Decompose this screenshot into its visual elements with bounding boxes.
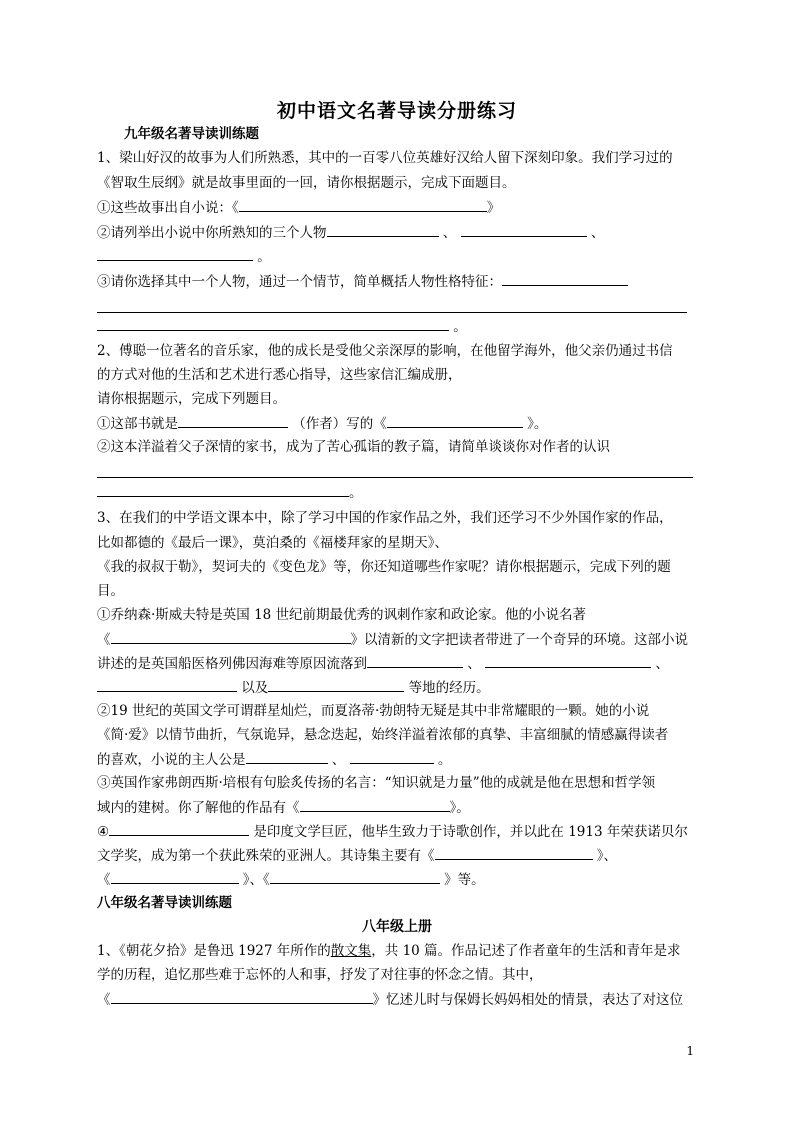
q3-d-line1-prefix: ④ — [97, 824, 110, 840]
q3-a-blank-novel[interactable] — [111, 629, 351, 644]
q1-b-end: 。 — [257, 249, 271, 265]
q3-a-line2-suffix: 》以清新的文字把读者带进了一个奇异的环境。这部小说 — [350, 632, 688, 648]
q3-b-line3-sep: 、 — [331, 752, 346, 768]
q1-c — [97, 271, 628, 292]
q2-a-blank-book[interactable] — [387, 413, 523, 428]
q1-line1: 1、梁山好汉的故事为人们所熟悉，其中的一百零八位英雄好汉给人留下深刻印象。我们学习过的 — [97, 150, 673, 166]
q3-b-blank-character-1[interactable] — [246, 749, 328, 764]
q3-line3: 《我的叔叔于勒》，契诃夫的《变色龙》等，你还知道哪些作家呢？请你根据题示，完成下列的题 — [97, 559, 671, 575]
q3-c-blank-work[interactable] — [300, 797, 450, 812]
g8q1-line3-prefix: 《 — [97, 992, 111, 1008]
q3-c-line2-suffix: 》。 — [449, 800, 470, 816]
g8q1-line1-suffix: ，共 10 篇。作品记述了作者童年的生活和青年是求 — [371, 943, 681, 959]
q2-a-blank-author[interactable] — [178, 413, 288, 428]
q3-b-line2: 《简·爱》以情节曲折，气氛诡异，悬念迭起，始终洋溢着浓郁的真挚、丰富细腻的情感赢得读者 — [97, 727, 669, 743]
q3-c-line2-prefix: 域内的建树。你了解他的作品有《 — [97, 800, 300, 816]
q3-line4: 目。 — [97, 583, 124, 599]
q1-c-answer-line-2[interactable] — [97, 316, 449, 331]
q3-a-blank-place-1[interactable] — [367, 653, 463, 668]
q2-a — [97, 413, 547, 434]
q2-a-suffix: 》。 — [527, 416, 548, 432]
page-number: 1 — [686, 1044, 694, 1058]
q3-a-line1: ①乔纳森·斯威夫特是英国 18 世纪前期最优秀的讽刺作家和政论家。他的小说名著 — [97, 607, 587, 623]
q3-d-blank-author[interactable] — [109, 821, 249, 836]
q1-a-prefix: ①这些故事出自小说：《 — [97, 200, 239, 216]
q3-d-line3-a: 《 — [97, 872, 111, 888]
g8q1-line2: 学的历程，追忆那些难于忘怀的人和事，抒发了对往事的怀念之情。其中， — [97, 967, 543, 983]
q2-line2: 的方式对他的生活和艺术进行悉心指导，这些家信汇编成册， — [97, 367, 462, 383]
q2-b-cont — [97, 482, 363, 503]
q1-line2: 《智取生辰纲》就是故事里面的一回，请你根据题示，完成下面题目。 — [97, 175, 516, 191]
q3-b-blank-character-2[interactable] — [350, 749, 434, 764]
document-title: 初中语文名著导读分册练习 — [276, 100, 517, 122]
grade8-subheading: 八年级上册 — [362, 919, 432, 935]
q3-b-line3-prefix: 的喜欢，小说的主人公是 — [97, 752, 246, 768]
q1-c-cont — [97, 316, 467, 337]
q1-b-blank-3[interactable] — [97, 246, 253, 261]
q2-a-mid: （作者）写的《 — [292, 416, 387, 432]
q3-d-blank-collection-2[interactable] — [111, 869, 239, 884]
q2-b-answer-line-1[interactable] — [97, 477, 693, 478]
q3-line2: 比如都德的《最后一课》，莫泊桑的《福楼拜家的星期天》、 — [97, 535, 448, 551]
q3-d-blank-collection-3[interactable] — [270, 869, 440, 884]
q3-a-line4-mid: 以及 — [241, 680, 269, 696]
q3-d-line2-suffix: 》、 — [596, 848, 618, 864]
q3-d-line3-b: 》、《 — [242, 872, 270, 888]
q1-c-answer-line-1[interactable] — [97, 312, 687, 313]
q3-d-blank-collection-1[interactable] — [435, 845, 593, 860]
q1-c-end: 。 — [453, 319, 467, 335]
q1-b — [97, 222, 604, 243]
grade9-heading: 九年级名著导读训练题 — [124, 126, 259, 142]
q3-a-line3-sep2: 、 — [655, 656, 669, 672]
q3-a-line2-prefix: 《 — [97, 632, 111, 648]
g8q1-line3 — [97, 989, 683, 1010]
q3-d-line2 — [97, 845, 617, 866]
q3-c-line2 — [97, 797, 470, 818]
q3-a-line4 — [97, 677, 490, 698]
q1-c-prefix: ③请你选择其中一个人物，通过一个情节，简单概括人物性格特征： — [97, 274, 502, 290]
g8q1-underlined-term: 散文集 — [330, 943, 372, 959]
q3-a-line3-prefix: 讲述的是英国船医格列佛因海难等原因流落到 — [97, 656, 367, 672]
g8q1-line3-suffix: 》忆述儿时与保姆长妈妈相处的情景，表达了对这位 — [372, 992, 683, 1008]
q2-line1: 2、傅聪一位著名的音乐家，他的成长是受他父亲深厚的影响，在他留学海外，他父亲仍通过书信 — [97, 343, 673, 359]
q1-b-blank-1[interactable] — [327, 222, 439, 237]
q3-d-line3 — [97, 869, 485, 890]
g8q1-line1-prefix: 1、《朝花夕拾》是鲁迅 1927 年所作的 — [97, 943, 331, 959]
q3-d-line3-c: 》等。 — [444, 872, 485, 888]
q2-b-answer-line-2[interactable] — [97, 482, 349, 497]
q1-b-blank-2[interactable] — [461, 222, 587, 237]
q1-b-sep1: 、 — [442, 225, 457, 241]
q1-c-blank[interactable] — [502, 271, 628, 286]
g8q1-line1 — [97, 941, 681, 961]
q2-b: ②这本洋溢着父子深情的家书，成为了苦心孤诣的教子篇，请简单谈谈你对作者的认识 — [97, 439, 610, 455]
grade8-heading: 八年级名著导读训练题 — [97, 895, 232, 911]
q2-line3: 请你根据题示，完成下列题目。 — [97, 391, 286, 407]
q3-line1: 3、在我们的中学语文课本中，除了学习中国的作家作品之外，我们还学习不少外国作家的作品， — [97, 510, 673, 526]
q1-b-cont — [97, 246, 271, 267]
q3-a-blank-place-3[interactable] — [97, 677, 237, 692]
q3-c-line1: ③英国作家弗朗西斯·培根有句脍炙传扬的名言：“知识就是力量”他的成就是他在思想和哲学领 — [97, 775, 656, 791]
q3-d-line1-suffix: 是印度文学巨匠，他毕生致力于诗歌创作，并以此在 1913 年荣获诺贝尔 — [253, 824, 688, 840]
q3-a-blank-place-4[interactable] — [268, 677, 404, 692]
q3-d-line2-prefix: 文学奖，成为第一个获此殊荣的亚洲人。其诗集主要有《 — [97, 848, 435, 864]
q1-a-suffix: 》 — [486, 200, 501, 216]
q1-a-blank[interactable] — [239, 197, 487, 212]
q1-b-prefix: ②请列举出小说中你所熟知的三个人物 — [97, 225, 327, 241]
q3-a-line3 — [97, 653, 669, 674]
q3-d-line1 — [97, 821, 688, 842]
q3-b-line1: ②19 世纪的英国文学可谓群星灿烂，而夏洛蒂·勃朗特无疑是其中非常耀眼的一颗。她的小说 — [97, 703, 650, 719]
q3-a-line4-end: 等地的经历。 — [408, 680, 490, 696]
q2-b-end: 。 — [349, 485, 363, 501]
q1-a — [97, 197, 500, 218]
q3-b-line3 — [97, 749, 451, 770]
q3-b-line3-end: 。 — [437, 752, 452, 768]
q2-a-prefix: ①这部书就是 — [97, 416, 178, 432]
q3-a-line3-sep1: 、 — [467, 656, 481, 672]
q3-a-line2 — [97, 629, 688, 650]
q3-a-blank-place-2[interactable] — [485, 653, 651, 668]
q1-b-sep2: 、 — [590, 225, 605, 241]
g8q1-blank-essay[interactable] — [111, 989, 373, 1004]
